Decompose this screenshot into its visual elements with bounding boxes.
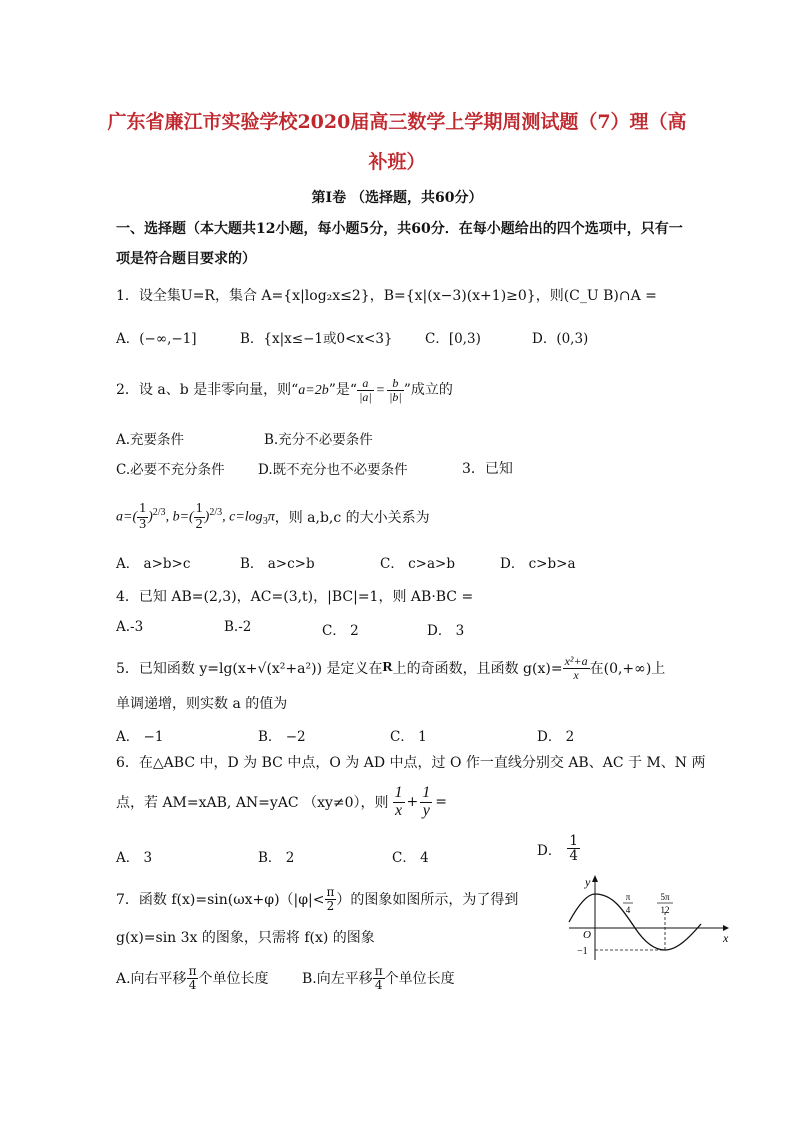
y-axis-arrow xyxy=(592,875,598,882)
q5-text-a: 5．已知函数 y=lg(x+√(x²+a²)) 是定义在 xyxy=(116,661,383,677)
q5-option-d: D． 2 xyxy=(537,729,575,745)
sine-graph-figure xyxy=(565,872,735,962)
q2-option-a: A.充要条件 xyxy=(116,432,185,448)
q2-option-b: B.充分不必要条件 xyxy=(264,432,373,448)
q5-text-c: 在(0,+∞)上 xyxy=(589,661,666,677)
q2-text-end: ”成立的 xyxy=(403,382,453,399)
question-6-stem: 6．在△ABC 中，D 为 BC 中点，O 为 AD 中点，过 O 作一直线分别交 AB、AC 于 M、N 两 xyxy=(116,755,706,771)
q5-option-b: B． −2 xyxy=(258,729,306,745)
part-intro: 一、选择题（本大题共12小题，每小题5分，共60分．在每小题给出的四个选项中，只有一 xyxy=(116,221,683,237)
y-axis-label: y xyxy=(585,875,591,889)
question-7-stem: 7．函数 f(x)=sin(ωx+φ)（|φ|< $\frac{\pi}{2}$ ）的图象如图所示，为了得到 xyxy=(116,884,519,913)
page-title: 广东省廉江市实验学校2020届高三数学上学期周测试题（7）理（高 xyxy=(107,111,687,133)
question-3-label: 3．已知 xyxy=(462,461,513,477)
page-title-continued: 补班） xyxy=(368,151,426,173)
q1-option-d: D．(0,3) xyxy=(532,331,589,347)
svg-text:12: 12 xyxy=(660,905,670,915)
q3-text-suffix: ，则 a,b,c 的大小关系为 xyxy=(274,510,430,526)
origin-label: O xyxy=(583,929,591,941)
q4-option-d: D． 3 xyxy=(427,623,465,639)
q6-option-c: C． 4 xyxy=(392,850,429,866)
q2-unit-vector-a: $\frac{a}{|a|}$ xyxy=(359,376,372,404)
q6-text-line2: 点，若 AM=xAB, AN=yAC （xy≠0），则 xyxy=(116,795,389,811)
q2-text-start: 2．设 a、b 是非零向量，则“ xyxy=(116,382,299,399)
q3-option-d: D． c>b>a xyxy=(500,556,576,572)
question-2-stem: 2．设 a、b 是非零向量，则“a=2b”是“ $\frac{a}{|a|}$ = $\frac{b}{|b|}$ ”成立的 xyxy=(116,376,453,404)
q1-option-b: B．{x|x≤−1或0<x<3} xyxy=(240,331,393,347)
q3-option-c: C． c>a>b xyxy=(380,556,455,572)
x-axis-label: x xyxy=(723,931,729,945)
q6-option-d-label: D． xyxy=(537,842,562,859)
q7-option-b-post: 个单位长度 xyxy=(384,971,455,987)
q5-option-c: C． 1 xyxy=(390,729,427,745)
q4-option-b: B.-2 xyxy=(224,619,252,635)
q7-option-b: B.向左平移 $\frac{\pi}{4}$ 个单位长度 xyxy=(302,963,455,992)
q3-option-b: B． a>c>b xyxy=(240,556,315,572)
part-intro-continued: 项是符合题目要求的） xyxy=(116,251,256,267)
svg-text:5π: 5π xyxy=(660,892,670,902)
q5-text-b: 上的奇函数，且函数 g(x)= xyxy=(392,661,563,677)
question-3-stem xyxy=(116,490,430,544)
q3-option-a: A． a>b>c xyxy=(116,556,191,572)
q4-option-c: C． 2 xyxy=(322,623,359,639)
svg-text:π: π xyxy=(625,892,631,902)
neg-one-label: −1 xyxy=(577,946,588,957)
q3-formula: a=( $\frac{1}{3}$ )$^{2/3}$, b=( $\frac{1}{2}$ )$^{2/3}$, $c=\log_3\pi$ xyxy=(116,500,275,532)
q5-option-a: A． −1 xyxy=(116,729,164,745)
question-5-stem-continued: 单调递增，则实数 a 的值为 xyxy=(116,696,288,712)
q2-unit-vector-b: $\frac{b}{|b|}$ xyxy=(389,376,402,404)
q2-option-c: C.必要不充分条件 xyxy=(116,462,225,478)
q4-option-a: A.-3 xyxy=(116,619,144,635)
q5-g-fraction: $\frac{\text{x²+a}}{x}$ xyxy=(564,653,588,682)
q1-option-c: C．[0,3) xyxy=(425,331,481,347)
q7-option-a-pre: A.向右平移 xyxy=(116,971,187,987)
sine-curve xyxy=(569,894,701,950)
q7-option-a: A.向右平移 $\frac{\pi}{4}$ 个单位长度 xyxy=(116,963,269,992)
q7-option-b-pre: B.向左平移 xyxy=(302,971,373,987)
question-6-stem-continued: 点，若 AM=xAB, AN=yAC （xy≠0），则 $\frac{1}{x}$ + $\frac{1}{y}$ = xyxy=(116,783,448,819)
question-4-stem: 4．已知 AB=(2,3)，AC=(3,t)，|BC|=1，则 AB·BC = xyxy=(116,589,474,605)
q7-option-a-post: 个单位长度 xyxy=(198,971,269,987)
q6-option-d: D． $\frac{1}{4}$ xyxy=(537,833,578,865)
question-7-stem-continued: g(x)=sin 3x 的图象，只需将 f(x) 的图象 xyxy=(116,930,375,946)
q1-option-a: A．(−∞,−1] xyxy=(116,331,197,347)
question-5-stem: 5．已知函数 y=lg(x+√(x²+a²)) 是定义在 R 上的奇函数，且函数 g(x)= $\frac{\text{x²+a}}{x}$ 在(0,+∞)上 xyxy=(116,653,666,682)
q7-text-b: ）的图象如图所示，为了得到 xyxy=(336,892,519,908)
question-1-stem: 1．设全集U=R，集合 A={x|log₂x≤2}，B={x|(x−3)(x+1)≥0}，则(C_U B)∩A = xyxy=(116,288,657,304)
q2-text-mid: ”是“ xyxy=(328,382,358,399)
q6-option-a: A． 3 xyxy=(116,850,153,866)
q6-option-b: B． 2 xyxy=(258,850,295,866)
section-header: 第Ⅰ卷 （选择题，共60分） xyxy=(311,190,483,206)
svg-text:4: 4 xyxy=(625,905,631,915)
q2-condition-1: a=2b xyxy=(298,383,329,399)
q7-text-a: 7．函数 f(x)=sin(ωx+φ)（|φ|< xyxy=(116,892,325,908)
q2-option-d: D.既不充分也不必要条件 xyxy=(258,462,408,478)
